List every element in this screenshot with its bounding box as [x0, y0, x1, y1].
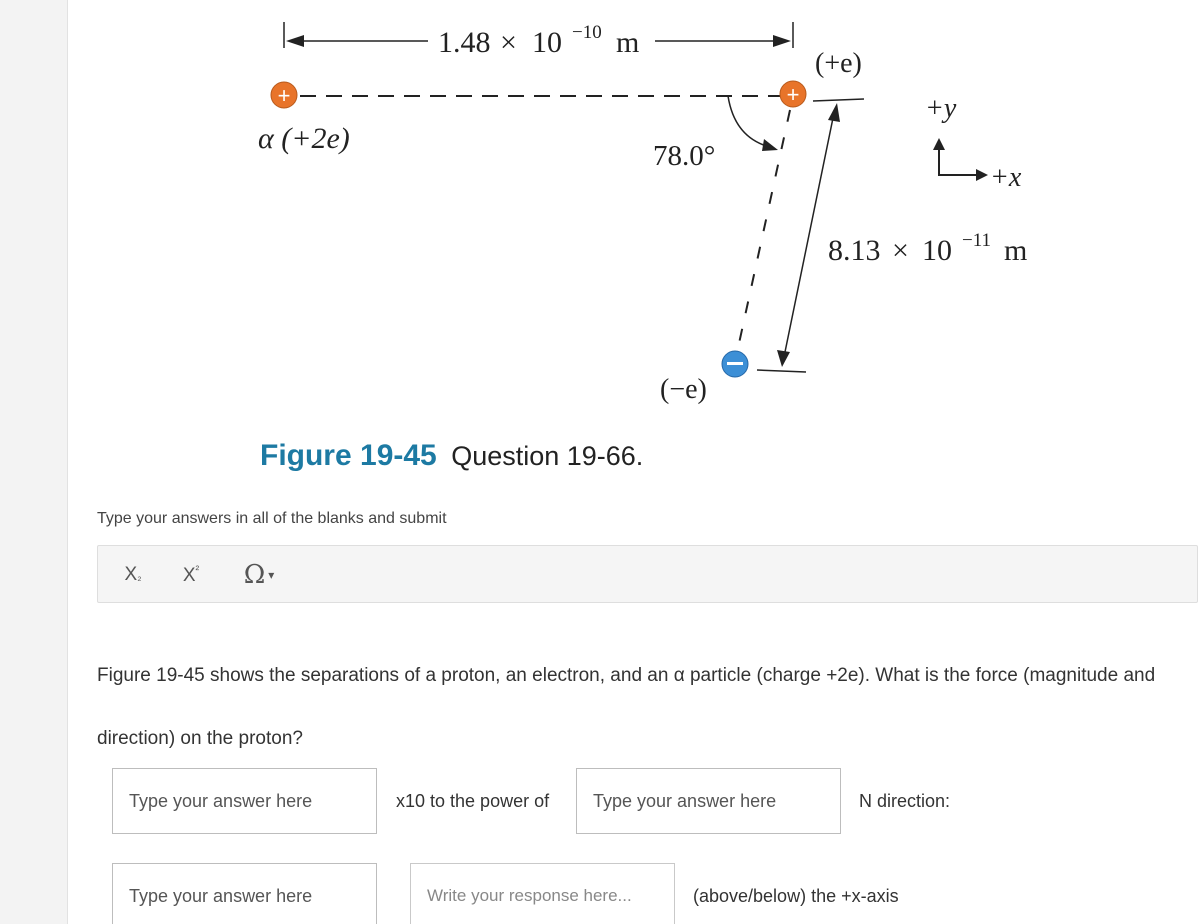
dim-side-line	[785, 118, 833, 352]
proton-label: (+e)	[815, 48, 862, 79]
dim-top-arrow-left	[286, 35, 304, 47]
dim-side-arrow-top	[828, 103, 840, 122]
angle-arc-arrow	[762, 139, 778, 151]
question-line-2: direction) on the proton?	[97, 728, 303, 749]
distance-top-label: 1.48 × 10 −10 m	[438, 22, 640, 59]
axis-y-label: +y	[925, 93, 957, 124]
alpha-particle-charge	[271, 82, 297, 108]
question-line-1: Figure 19-45 shows the separations of a proton, an electron, and an α particle (charge +2e). What is the force (magnitude and	[97, 665, 1156, 686]
axis-reference-label: (above/below) the +x-axis	[693, 886, 899, 906]
magnitude-mantissa-input[interactable]	[112, 768, 377, 834]
distance-side-label: 8.13 × 10 −11 m	[828, 230, 1028, 267]
electron-label: (−e)	[660, 374, 707, 405]
magnitude-exponent-input[interactable]	[576, 768, 841, 834]
svg-text:+: +	[786, 82, 800, 107]
symbol-dropdown-button[interactable]	[236, 546, 282, 604]
above-below-response-input[interactable]	[410, 863, 675, 924]
dim-top-arrow-right	[773, 35, 791, 47]
subscript-icon: X₂	[124, 564, 142, 585]
power-label: x10 to the power of	[396, 791, 550, 811]
angle-arc	[728, 96, 774, 148]
angle-label: 78.0°	[653, 140, 716, 172]
electron-charge	[722, 351, 748, 377]
dim-side-arrow-bottom	[777, 350, 790, 367]
proton-charge	[780, 81, 806, 107]
figure-caption: Figure 19-45 Question 19-66.	[260, 439, 644, 472]
subscript-button[interactable]	[118, 546, 148, 604]
axis-x-arrow	[976, 169, 988, 181]
superscript-button[interactable]	[176, 546, 206, 604]
superscript-icon: $X^{^2}$	[182, 563, 200, 586]
dim-side-top-tick	[813, 99, 864, 101]
axis-x-label: +x	[990, 162, 1022, 193]
svg-text:+: +	[277, 83, 291, 108]
formatting-toolbar	[97, 545, 1198, 603]
dim-side-bottom-tick	[757, 370, 806, 372]
question-text	[97, 644, 1187, 770]
axis-y-arrow	[933, 138, 945, 150]
omega-icon: Ω	[243, 560, 266, 590]
instructions-text: Type your answers in all of the blanks and submit	[97, 510, 447, 527]
direction-label: N direction:	[859, 791, 951, 811]
alpha-label: α (+2e)	[258, 122, 350, 155]
direction-angle-input[interactable]	[112, 863, 377, 924]
chevron-down-icon: ▾	[268, 568, 275, 582]
